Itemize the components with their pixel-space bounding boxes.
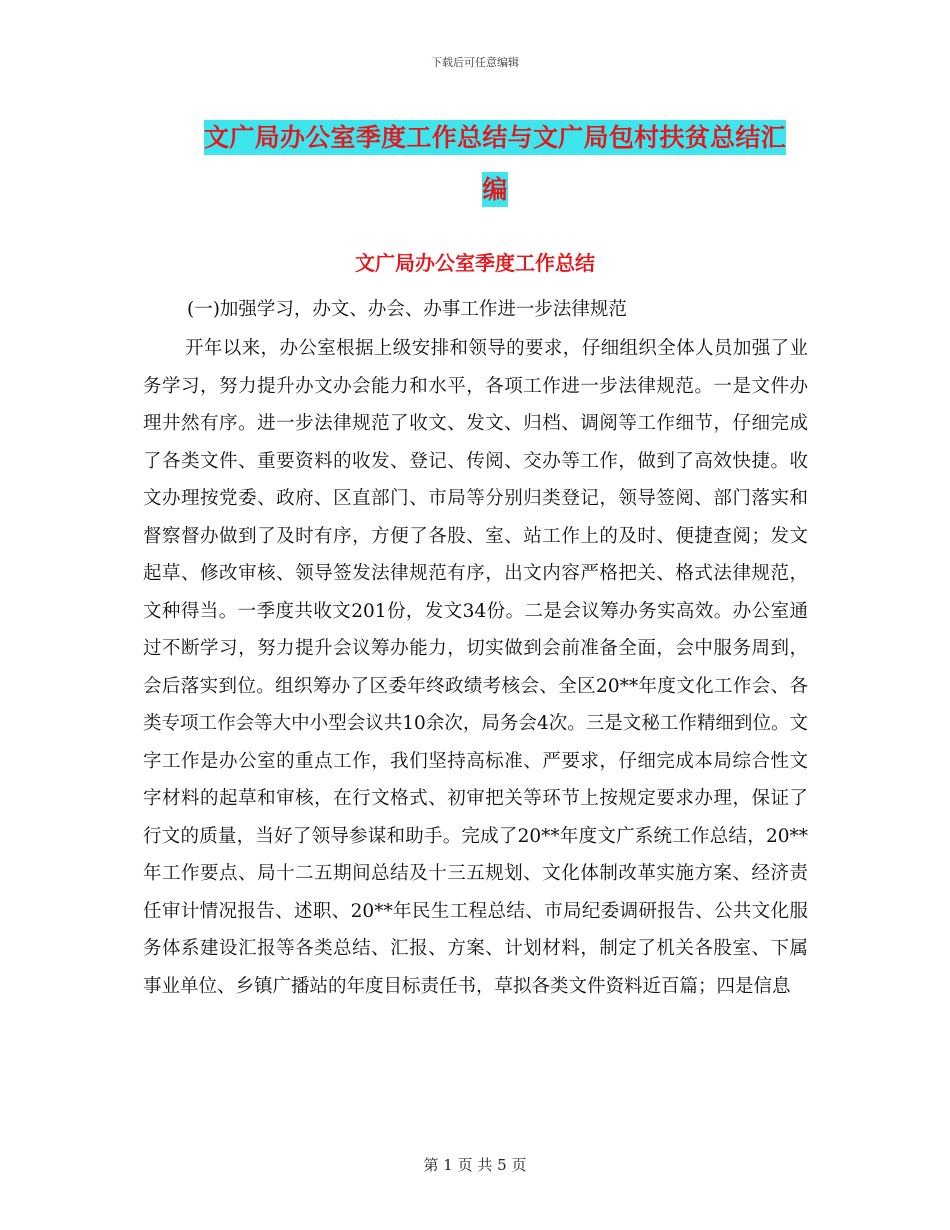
document-title <box>150 112 840 216</box>
page-header-note: 下载后可任意编辑 <box>431 56 519 69</box>
document-title-line-1: 文广局办公室季度工作总结与文广局包村扶贫总结汇 <box>204 120 786 155</box>
section-title: 文广局办公室季度工作总结 <box>355 251 595 275</box>
body-paragraph: 开年以来，办公室根据上级安排和领导的要求，仔细组织全体人员加强了业务学习，努力提升办文办会能力和水平，各项工作进一步法律规范。一是文件办理井然有序。进一步法律规范了收文、发文、归档、调阅等工作细节，仔细完成了各类文件、重要资料的收发、登记、传阅、交办等工作，做到了高效快捷。收文办理按党委、政府、区直部门、市局等分别归类登记，领导签阅、部门落实和督察督办做到了及时有序，方便了各股、室、站工作上的及时、便捷查阅；发文起草、修改审核、领导签发法律规范有序，出文内容严格把关、格式法律规范，文种得当。一季度共收文201份，发文34份。二是会议筹办务实高效。办公室通过不断学习，努力提升会议筹办能力，切实做到会前准备全面，会中服务周到，会后落实到位。组织筹办了区委年终政绩考核会、全区20**年度文化工作会、各类专项工作会等大中小型会议共10余次，局务会4次。三是文秘工作精细到位。文字工作是办公室的重点工作，我们坚持高标准、严要求，仔细完成本局综合性文字材料的起草和审核，在行文格式、初审把关等环节上按规定要求办理，保证了行文的质量，当好了领导参谋和助手。完成了20**年度文广系统工作总结，20**年工作要点、局十二五期间总结及十三五规划、文化体制改革实施方案、经济责任审计情况报告、述职、20**年民生工程总结、市局纪委调研报告、公共文化服务体系建设汇报等各类总结、汇报、方案、计划材料，制定了机关各股室、下属事业单位、乡镇广播站的年度目标责任书，草拟各类文件资料近百篇；四是信息 <box>143 338 808 997</box>
document-title-line-2: 编 <box>482 172 507 207</box>
page-footer-number: 第 1 页 共 5 页 <box>423 1156 527 1174</box>
subheading: (一)加强学习，办文、办会、办事工作进一步法律规范 <box>187 299 627 320</box>
